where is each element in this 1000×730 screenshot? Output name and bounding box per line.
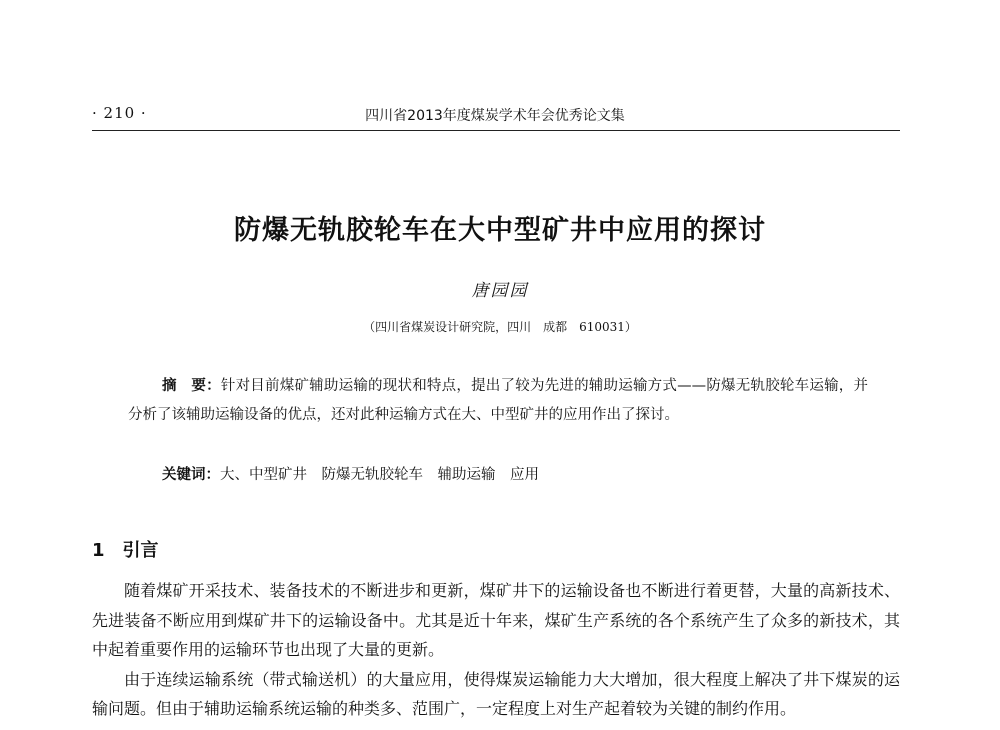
section-title: 引言 — [122, 540, 159, 561]
header-rule — [92, 130, 900, 131]
page-number: · 210 · — [92, 104, 147, 122]
abstract — [128, 372, 868, 430]
section-heading — [92, 536, 159, 562]
body-text — [92, 576, 900, 724]
keywords — [162, 463, 539, 484]
body-paragraph: 由于连续运输系统（带式输送机）的大量应用，使得煤炭运输能力大大增加，很大程度上解决了井下煤炭的运输问题。但由于辅助运输系统运输的种类多、范围广，一定程度上对生产起着较为关键的制约作用。 — [92, 669, 900, 718]
body-paragraph: 随着煤矿开采技术、装备技术的不断进步和更新，煤矿井下的运输设备也不断进行着更替，大量的高新技术、先进装备不断应用到煤矿井下的运输设备中。尤其是近十年来，煤矿生产系统的各个系统产生了众多的新技术，其中起着重要作用的运输环节也出现了大量的更新。 — [92, 581, 900, 659]
running-title: 四川省2013年度煤炭学术年会优秀论文集 — [365, 108, 625, 124]
abstract-label: 摘 要： — [162, 378, 221, 394]
paper-title: 防爆无轨胶轮车在大中型矿井中应用的探讨 — [234, 215, 766, 246]
author-name: 唐园园 — [471, 281, 529, 301]
page-header — [92, 104, 898, 128]
section-number: 1 — [92, 540, 105, 561]
author-affiliation: （四川省煤炭设计研究院，四川 成都 610031） — [363, 320, 637, 334]
keywords-label: 关键词： — [162, 467, 220, 483]
abstract-text: 针对目前煤矿辅助运输的现状和特点，提出了较为先进的辅助运输方式——防爆无轨胶轮车运输，并分析了该辅助运输设备的优点，还对此种运输方式在大、中型矿井的应用作出了探讨。 — [128, 378, 869, 423]
keywords-text: 大、中型矿井 防爆无轨胶轮车 辅助运输 应用 — [220, 467, 539, 483]
